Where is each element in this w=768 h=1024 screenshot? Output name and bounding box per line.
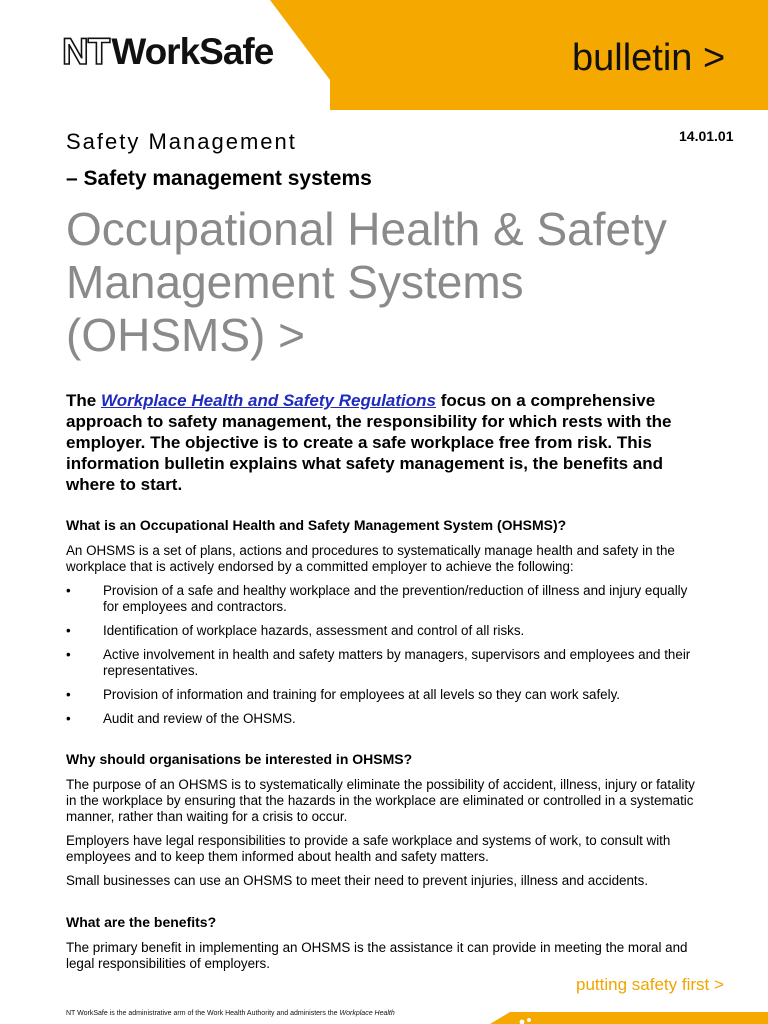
list-item — [66, 687, 706, 703]
subcategory-heading: – Safety management systems — [66, 167, 372, 190]
objectives-list — [66, 583, 706, 727]
document-code: 14.01.01 — [679, 128, 734, 144]
bullet-mark: • — [66, 687, 71, 702]
bullet-mark: • — [66, 623, 71, 638]
footer-note-italic: Workplace Health — [339, 1010, 395, 1017]
section-heading: What are the benefits? — [66, 914, 217, 930]
intro-paragraph — [66, 390, 716, 495]
list-item — [66, 623, 706, 639]
section-paragraph: The purpose of an OHSMS is to systematically eliminate the possibility of accident, illness, injury or fatality in the workplace by ensuring that the hazards in the workplace are eliminated or controlled in a systematic manner, rather than waiting for a crisis to occur. — [66, 777, 695, 824]
intro-rest: focus on a comprehensive approach to safety management, the responsibility for which rests with the employer. The objective is to create a safe workplace free from risk. This information bulletin explains what safety management is, the benefits and where to start. — [66, 391, 672, 494]
footer-dot — [527, 1018, 531, 1022]
list-item-text: Provision of information and training for employees at all levels so they can work safely. — [103, 687, 621, 702]
title-line: (OHSMS) > — [66, 309, 305, 361]
bulletin-body — [66, 516, 706, 980]
list-item-text: Identification of workplace hazards, assessment and control of all risks. — [103, 623, 525, 638]
section-benefits — [66, 913, 706, 972]
footer-banner — [470, 1006, 768, 1024]
bullet-mark: • — [66, 711, 71, 726]
list-item — [66, 647, 706, 679]
section-paragraph: The primary benefit in implementing an OHSMS is the assistance it can provide in meeting the moral and legal responsibilities of employers. — [66, 940, 688, 971]
list-item-text: Audit and review of the OHSMS. — [103, 711, 296, 726]
bullet-mark: • — [66, 647, 71, 662]
bullet-mark: • — [66, 583, 71, 598]
list-item-text: Provision of a safe and healthy workplace and the prevention/reduction of illness and injury equally for employees and contractors. — [103, 583, 688, 614]
logo-main: WorkSafe — [111, 31, 274, 72]
logo-prefix: NT — [62, 31, 110, 72]
section-paragraph: Small businesses can use an OHSMS to meet their need to prevent injuries, illness and accidents. — [66, 873, 649, 888]
title-line: Management Systems — [66, 256, 524, 308]
category-heading: Safety Management — [66, 129, 297, 154]
regulations-link[interactable]: Workplace Health and Safety Regulations — [100, 391, 436, 410]
section-what-is-ohsms — [66, 516, 706, 727]
footer-note — [66, 1009, 466, 1018]
section-paragraph: Employers have legal responsibilities to provide a safe workplace and systems of work, to consult with employees and to keep them informed about health and safety matters. — [66, 833, 671, 864]
bulletin-label: bulletin > — [572, 37, 726, 79]
section-paragraph: An OHSMS is a set of plans, actions and procedures to systematically manage health and safety in the workplace that is actively endorsed by a committed employer to achieve the following: — [66, 543, 675, 574]
list-item-text: Active involvement in health and safety matters by managers, supervisors and employees and their representatives. — [103, 647, 691, 678]
footer-note-text: NT WorkSafe is the administrative arm of the Work Health Authority and administers the — [66, 1010, 340, 1017]
list-item — [66, 711, 706, 727]
footer-accent-shape — [490, 1012, 768, 1024]
tagline: putting safety first > — [576, 975, 724, 994]
section-why-ohsms — [66, 750, 706, 889]
intro-lead: The — [66, 391, 101, 410]
section-heading: Why should organisations be interested in OHSMS? — [66, 751, 413, 767]
section-heading: What is an Occupational Health and Safety Management System (OHSMS)? — [66, 517, 567, 533]
title-line: Occupational Health & Safety — [66, 203, 667, 255]
page-title — [66, 203, 756, 362]
list-item — [66, 583, 706, 615]
nt-worksafe-logo[interactable] — [62, 30, 273, 74]
